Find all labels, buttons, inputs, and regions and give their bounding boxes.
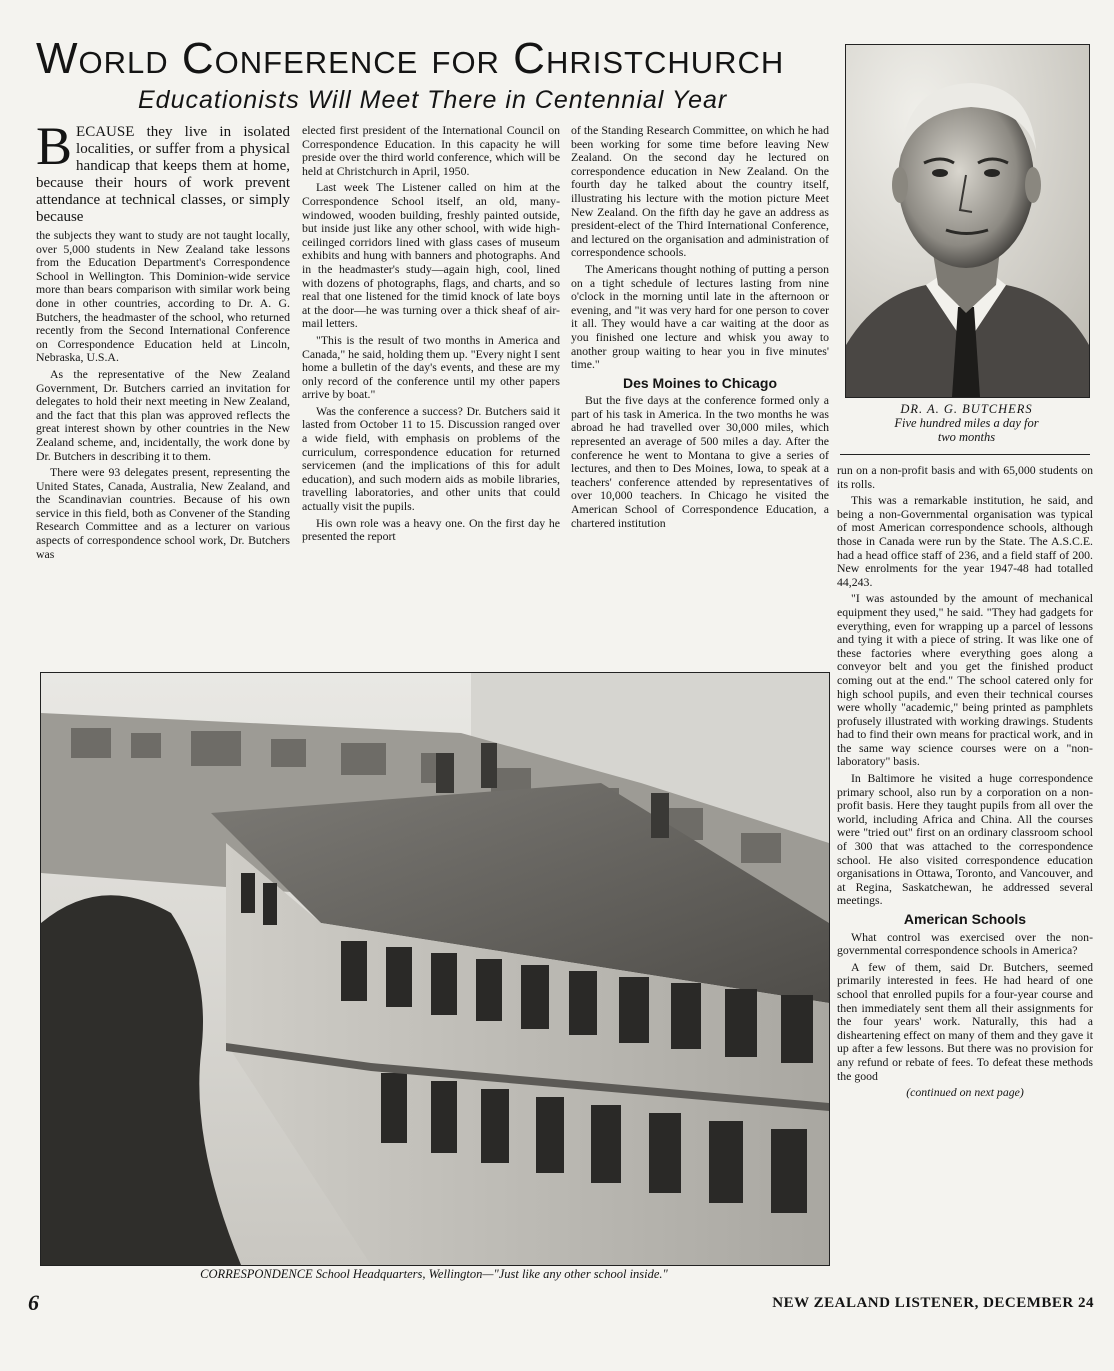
column-1 xyxy=(36,116,290,564)
photo-caption: CORRESPONDENCE School Headquarters, Wellington—"Just like any other school inside." xyxy=(200,1267,668,1281)
subheadline: Educationists Will Meet There in Centennial Year xyxy=(138,86,728,114)
headline: World Conference for Christchurch xyxy=(36,34,785,83)
school-building-image xyxy=(41,673,829,1265)
publication-line: NEW ZEALAND LISTENER, DECEMBER 24 xyxy=(772,1295,1094,1311)
school-photo xyxy=(40,672,830,1266)
col3-paragraph-1: of the Standing Research Committee, on which he had been working for some time before leaving New Zealand. On the second day he lectured on correspondence education in New Zealand. On the fourth day he talked about the country itself, illustrating his lecture with the motion picture Meet New Zealand. On the fifth day he gave an address as president-elect of the Third International Conference, and lectured on the organisation and administration of correspondence schools. xyxy=(571,123,829,260)
portrait-name: DR. A. G. BUTCHERS xyxy=(900,402,1033,416)
column-3 xyxy=(571,124,829,533)
col2-paragraph-4: Was the conference a success? Dr. Butchers said it lasted from October 11 to 15. Discussion ranged over a wide field, with emphasis on problems of the curriculum, correspondence education for returned servicemen (and the implications of this for adult education), and such modern aids as mobile libraries, travelling laboratories, and other units that could actually visit the pupils. xyxy=(302,403,560,514)
portrait-image xyxy=(846,45,1089,397)
col4-paragraph-6: A few of them, said Dr. Butchers, seemed primarily interested in fees. He had heard of one school that enrolled pupils for a four-year course and then immediately sent them all their assignments for the four years' work. Naturally, this had a disheartening effect on many of them and they gave it up after a few lessons. But there was no provision for any refund or rebate of fees. To defeat these methods the good xyxy=(837,959,1093,1083)
col2-paragraph-1: elected first president of the International Council on Correspondence Education. In this capacity he will preside over the third world conference, which will be held at Christchurch in April, 1950. xyxy=(302,123,560,178)
col2-paragraph-5: His own role was a heavy one. On the first day he presented the report xyxy=(302,515,560,544)
portrait-photo xyxy=(845,44,1090,398)
page-number: 6 xyxy=(28,1290,39,1315)
drop-cap: B xyxy=(36,116,73,176)
portrait-caption-line2: two months xyxy=(937,430,996,444)
col3-paragraph-3: But the five days at the conference formed only a part of his task in America. In the two months he was abroad he had travelled over 30,000 miles, which represented an average of 500 miles a day. After the conference he went to Montana to give a series of lectures, and then to Des Moines, Iowa, to speak at a teachers' conference attended by representatives of over 10,000 teachers. In Chicago he visited the American School of Correspondence Education, a chartered institution xyxy=(571,393,829,530)
col1-paragraph-3: There were 93 delegates present, representing the United States, Canada, Australia, New Zealand, and the Scandinavian countries. Because of his own service in this field, both as Convener of the Standing Research Committee and as a lecturer on various aspects of correspondence school work, Dr. Butchers was xyxy=(36,465,290,561)
col4-paragraph-3: "I was astounded by the amount of mechanical equipment they used," he said. "They had gadgets for everything, even for wrapping up a parcel of lessons and tying it with a piece of string. It was like one of these factories where everything goes along a conveyor belt and you get the finished product coming out at the end." The school catered only for high school pupils, and even their technical courses were wholly "academic," being printed as pamphlets profusely illustrated with working drawings. Students had to find their own means for practical work, and in the same way science courses were on a "non-laboratory" basis. xyxy=(837,591,1093,769)
col1-paragraph-2: As the representative of the New Zealand Government, Dr. Butchers carried an invitation for delegates to hold their next meeting in New Zealand, and the fact that this plan was approved reflects the great interest shown by other countries in the New Zealand scheme, and, incidentally, the work done by Dr. Butchers in describing it to them. xyxy=(36,366,290,463)
col2-paragraph-3: "This is the result of two months in America and Canada," he said, holding them up. "Every night I sent home a bulletin of the day's events, and these are my only record of the conference until my other papers arrive by boat." xyxy=(302,332,560,402)
col3-paragraph-2: The Americans thought nothing of putting a person on a tight schedule of lectures lasting from nine o'clock in the morning until late in the afternoon or evening, and "it was very hard for one person to cover it all. They would have a car waiting at the door as you finished one lecture and whisk you away to another group waiting to hear you in five minutes' time." xyxy=(571,261,829,372)
column-4 xyxy=(837,464,1093,1100)
col2-paragraph-2: Last week The Listener called on him at the Correspondence School itself, an old, many-windowed, wooden building, freshly painted outside, but inside just like any other school, with wide high-ceilinged corridors lined with glass cases of museum exhibits and hung with banners and photographs. And in the headmaster's study—again high, cool, lined with dozens of photographs, flags, and charts, and so real that one listened for the timid knock of late boys at the door—he was turning over a thick sheaf of air-mail letters. xyxy=(302,180,560,331)
continued-note: (continued on next page) xyxy=(906,1085,1024,1100)
col4-paragraph-2: This was a remarkable institution, he said, and being a non-Governmental organisation was typical of most American correspondence schools, although those in Canada were run by the State. The A.S.C.E. had a head office staff of 236, and a field staff of 200. New enrolments for the year 1947-48 had totalled 44,243. xyxy=(837,493,1093,589)
col4-paragraph-5: What control was exercised over the non-governmental correspondence schools in America? xyxy=(837,929,1093,958)
column-2 xyxy=(302,124,560,547)
col1-paragraph-1: the subjects they want to study are not taught locally, over 5,000 students in New Zealand take lessons from the Education Department's Correspondence School in Wellington. This Dominion-wide service more than bears comparison with similar work being done in other countries, according to Dr. A. G. Butchers, the headmaster of the school, who returned recently from the Second International Conference on Correspondence Education held at Lincoln, Nebraska, U.S.A. xyxy=(36,228,290,365)
portrait-caption-line1: Five hundred miles a day for xyxy=(894,416,1039,430)
col4-paragraph-4: In Baltimore he visited a huge correspondence primary school, also run by a corporation on a non-profit basis. Here they taught pupils from all over the world, including Africa and China. All the courses were "tried out" first on an ordinary classroom school of 300 that was attached to the correspondence school. He also visited correspondence education organisations in Ottawa, Toronto, and Vancouver, and at Regina, Saskatchewan, he addressed several meetings. xyxy=(837,771,1093,908)
lead-paragraph: BECAUSE they live in isolated localities, or suffer from a physical handicap that keeps them at home, because their hours of work prevent attendance at technical classes, or simply because xyxy=(36,116,290,225)
section-heading-american-schools: American Schools xyxy=(903,911,1027,927)
portrait-rule xyxy=(840,454,1090,455)
portrait-caption xyxy=(845,402,1088,444)
section-heading-des-moines: Des Moines to Chicago xyxy=(622,374,778,391)
col4-paragraph-1: run on a non-profit basis and with 65,000 students on its rolls. xyxy=(837,463,1093,491)
